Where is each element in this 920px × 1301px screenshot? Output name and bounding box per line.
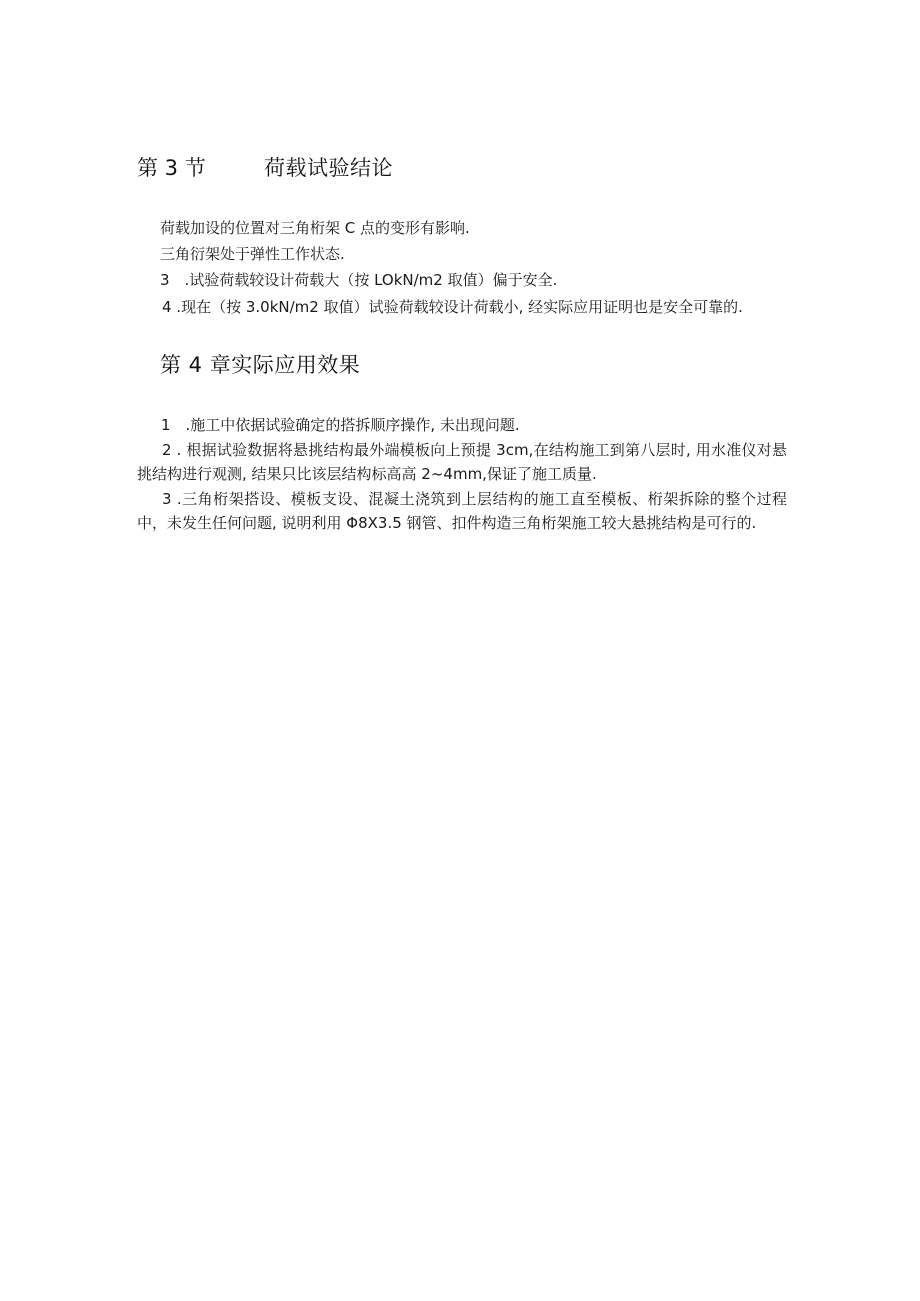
section-3-title: 荷载试验结论 (264, 156, 393, 180)
section-3-line-3: 3 .试验荷载较设计荷载大（按 LOkN/m2 取值）偏于安全. (160, 271, 558, 289)
section-3-line-4: 4 .现在（按 3.0kN∕m2 取值）试验荷载较设计荷载小, 经实际应用证明也是安全可靠的. (162, 298, 743, 316)
section-3-line-1: 荷载加设的位置对三角桁架 C 点的变形有影响. (160, 219, 470, 237)
section-3-line-2: 三角衍架处于弹性工作状态. (160, 245, 345, 263)
chapter-4-paragraph-2: 2 . 根据试验数据将悬挑结构最外端模板向上预提 3cm,在结构施工到第八层时, 用水准仪对悬挑结构进行观测, 结果只比该层结构标高高 2~4mm,保证了施工质量. (137, 441, 787, 483)
chapter-4-title: 第 4 章实际应用效果 (160, 353, 361, 377)
chapter-4-paragraph-3: 3 .三角桁架搭设、模板支设、混凝土浇筑到上层结构的施工直至模板、桁架拆除的整个过程中，未发生任何问题, 说明利用 Φ8X3.5 钢管、扣件构造三角桁架施工较大悬挑结构是可行的. (137, 490, 787, 532)
section-3-number: 第 3 节 (137, 156, 206, 180)
chapter-4-paragraph-1: 1 .施工中依据试验确定的搭拆顺序操作, 未出现问题. (161, 416, 520, 434)
